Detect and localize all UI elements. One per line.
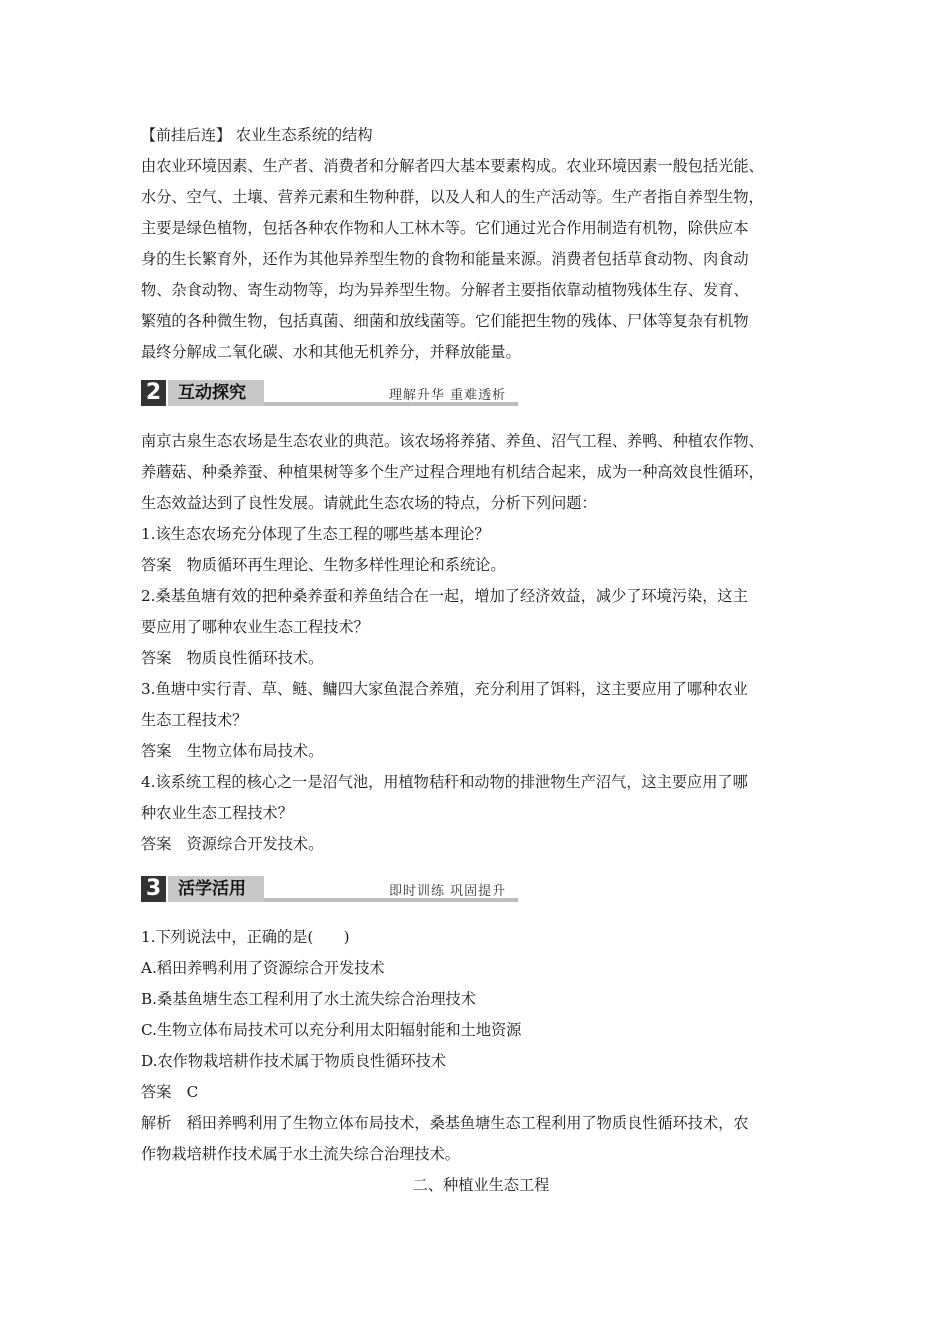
paragraph-line: 生态效益达到了良性发展。请就此生态农场的特点，分析下列问题： [141, 494, 597, 512]
paragraph-line: 物、杂食动物、寄生动物等，均为异养型生物。分解者主要指依靠动植物残体生存、发育、 [141, 281, 749, 299]
question-4: 4.该系统工程的核心之一是沼气池，用植物秸秆和动物的排泄物生产沼气，这主要应用了哪 [141, 773, 748, 791]
paragraph-line: 水分、空气、土壤、营养元素和生物种群，以及人和人的生产活动等。生产者指自养型生物， [141, 188, 764, 206]
exercise-answer: 答案 C [141, 1083, 199, 1101]
question-4-cont: 种农业生态工程技术？ [141, 804, 293, 822]
answer-4: 答案 资源综合开发技术。 [141, 835, 324, 853]
section-title: 农业生态系统的结构 [235, 126, 373, 144]
answer-3: 答案 生物立体布局技术。 [141, 742, 324, 760]
question-2: 2.桑基鱼塘有效的把种桑养蚕和养鱼结合在一起，增加了经济效益，减少了环境污染，这主 [141, 587, 748, 605]
question-2-cont: 要应用了哪种农业生态工程技术？ [141, 618, 369, 636]
exercise-analysis-cont: 作物栽培耕作技术属于水土流失综合治理技术。 [141, 1145, 460, 1163]
option-c: C.生物立体布局技术可以充分利用太阳辐射能和土地资源 [141, 1021, 522, 1039]
option-b: B.桑基鱼塘生态工程利用了水土流失综合治理技术 [141, 990, 476, 1008]
section-banner-2 [141, 378, 821, 414]
banner-subtitle: 理解升华 重难透析 [389, 388, 507, 403]
option-a: A.稻田养鸭利用了资源综合开发技术 [141, 959, 385, 977]
banner-number: 2 [141, 380, 166, 406]
banner-title: 互动探究 [168, 380, 264, 406]
question-3: 3.鱼塘中实行青、草、鲢、鳙四大家鱼混合养殖，充分利用了饵料，这主要应用了哪种农业 [141, 680, 748, 698]
subsection-heading: 二、种植业生态工程 [412, 1176, 550, 1194]
banner-subtitle: 即时训练 巩固提升 [389, 884, 507, 899]
paragraph-line: 最终分解成二氧化碳、水和其他无机养分，并释放能量。 [141, 343, 521, 361]
section-heading [141, 120, 821, 151]
question-3-cont: 生态工程技术？ [141, 711, 248, 729]
option-d: D.农作物栽培耕作技术属于物质良性循环技术 [141, 1052, 447, 1070]
banner-number: 3 [141, 876, 166, 902]
paragraph-line: 身的生长繁育外，还作为其他异养型生物的食物和能量来源。消费者包括草食动物、肉食动 [141, 250, 749, 268]
section-banner-3 [141, 874, 821, 910]
section-tag: 【前挂后连】 [141, 126, 232, 144]
exercise-question: 1.下列说法中，正确的是( ) [141, 928, 350, 946]
paragraph-line: 主要是绿色植物，包括各种农作物和人工林木等。它们通过光合作用制造有机物，除供应本 [141, 219, 749, 237]
question-1: 1.该生态农场充分体现了生态工程的哪些基本理论？ [141, 525, 490, 543]
answer-2: 答案 物质良性循环技术。 [141, 649, 324, 667]
document-page [141, 120, 821, 1201]
paragraph-line: 养蘑菇、种桑养蚕、种植果树等多个生产过程合理地有机结合起来，成为一种高效良性循环， [141, 463, 764, 481]
paragraph-line: 繁殖的各种微生物，包括真菌、细菌和放线菌等。它们能把生物的残体、尸体等复杂有机物 [141, 312, 749, 330]
answer-1: 答案 物质循环再生理论、生物多样性理论和系统论。 [141, 556, 506, 574]
exercise-analysis: 解析 稻田养鸭利用了生物立体布局技术，桑基鱼塘生态工程利用了物质良性循环技术，农 [141, 1114, 749, 1132]
paragraph-line: 由农业环境因素、生产者、消费者和分解者四大基本要素构成。农业环境因素一般包括光能、 [141, 157, 764, 175]
banner-title: 活学活用 [168, 876, 264, 902]
paragraph-line: 南京古泉生态农场是生态农业的典范。该农场将养猪、养鱼、沼气工程、养鸭、种植农作物、 [141, 432, 764, 450]
